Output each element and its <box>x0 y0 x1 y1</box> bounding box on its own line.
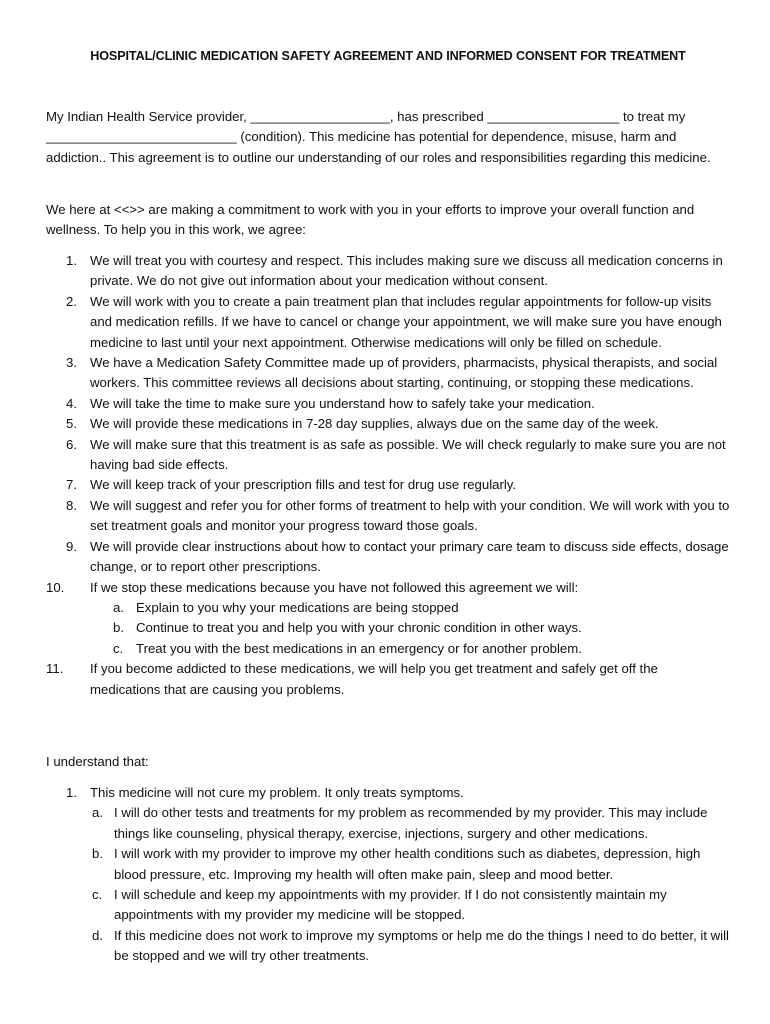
item-text: This medicine will not cure my problem. It only treats symptoms. <box>90 785 464 800</box>
understand-list <box>46 783 730 967</box>
agreement-item <box>46 659 730 700</box>
sub-item-letter: c. <box>113 640 124 656</box>
document-title: HOSPITAL/CLINIC MEDICATION SAFETY AGREEMENT AND INFORMED CONSENT FOR TREATMENT <box>90 49 686 63</box>
sub-item-letter: d. <box>92 927 103 943</box>
sub-item-letter: a. <box>92 805 103 821</box>
sub-item-text: Treat you with the best medications in an emergency or for another problem. <box>136 640 582 656</box>
item-number: 5. <box>66 416 77 432</box>
item-number: 9. <box>66 538 77 554</box>
item-text: We will provide clear instructions about how to contact your primary care team to discuss side effects, dosage change, or to report other prescriptions. <box>90 538 729 575</box>
sub-item-text: I will work with my provider to improve my other health conditions such as diabetes, depression, high blood pressure, etc. Improving my health will often make pain, sleep and mood better. <box>114 846 701 882</box>
sub-item <box>46 803 730 844</box>
item-number: 8. <box>66 497 77 513</box>
agreement-item <box>46 394 730 414</box>
sub-item <box>46 926 730 967</box>
item-number: 4. <box>66 395 77 411</box>
sub-item-text: Continue to treat you and help you with your chronic condition in other ways. <box>136 620 582 636</box>
sub-item-letter: b. <box>92 846 103 862</box>
understand-item <box>46 783 730 967</box>
item-text: We will treat you with courtesy and respect. This includes making sure we discuss all medication concerns in private. We do not give out information about your medication without consent. <box>90 253 723 289</box>
commitment-paragraph: We here at <<>> are making a commitment to work with you in your efforts to improve your overall function and wellness. To help you in this work, we agree: <box>46 202 695 238</box>
understand-sublist <box>90 803 730 966</box>
agreement-item <box>46 475 730 495</box>
stop-sublist <box>90 598 730 659</box>
sub-item-letter: a. <box>113 599 124 615</box>
sub-item-text: I will do other tests and treatments for my problem as recommended by my provider. This may include things like counseling, physical therapy, exercise, injections, surgery and other medications. <box>114 805 708 841</box>
item-number: 3. <box>66 355 77 371</box>
item-number: 10. <box>46 579 65 595</box>
item-text: We will keep track of your prescription fills and test for drug use regularly. <box>90 477 517 493</box>
agreement-list <box>46 251 730 700</box>
agreement-item <box>46 292 730 353</box>
agreement-item <box>46 414 730 434</box>
item-text: We will take the time to make sure you understand how to safely take your medication. <box>90 395 595 411</box>
sub-item <box>46 844 730 885</box>
agreement-item <box>46 251 730 292</box>
item-text: We will provide these medications in 7-28 day supplies, always due on the same day of the week. <box>90 416 659 432</box>
understand-heading: I understand that: <box>46 754 149 769</box>
item-text: We will make sure that this treatment is as safe as possible. We will check regularly to make sure you are not having bad side effects. <box>90 436 726 473</box>
item-number: 2. <box>66 293 77 309</box>
item-text: If you become addicted to these medications, we will help you get treatment and safely get off the medications that are causing you problems. <box>90 661 658 697</box>
item-text: We will suggest and refer you for other forms of treatment to help with your condition. We will work with you to set treatment goals and monitor your progress toward those goals. <box>90 497 730 534</box>
sub-item <box>46 639 730 659</box>
sub-item-text: Explain to you why your medications are being stopped <box>136 599 459 615</box>
intro-paragraph: My Indian Health Service provider, ___________________, has prescribed __________________ to treat my __________________________ (condition). This medicine has potential for dependence, misuse, harm and addiction.. This agreement is to outline our understanding of our roles and responsibilities regarding this medicine. <box>46 109 711 165</box>
agreement-item <box>46 496 730 537</box>
item-number: 1. <box>66 253 77 268</box>
agreement-item <box>46 435 730 476</box>
item-text: If we stop these medications because you have not followed this agreement we will: <box>90 579 579 595</box>
sub-item-letter: b. <box>113 620 124 636</box>
agreement-item <box>46 353 730 394</box>
item-number: 6. <box>66 436 77 452</box>
sub-item <box>46 598 730 618</box>
item-text: We have a Medication Safety Committee made up of providers, pharmacists, physical therapists, and social workers. This committee reviews all decisions about starting, continuing, or stopping these medications. <box>90 355 718 391</box>
item-number: 1. <box>66 785 77 800</box>
sub-item-text: I will schedule and keep my appointments with my provider. If I do not consistently maintain my appointments with my provider my medicine will be stopped. <box>114 887 667 923</box>
item-number: 7. <box>66 477 77 493</box>
item-text: We will work with you to create a pain treatment plan that includes regular appointments for follow-up visits and medication refills. If we have to cancel or change your appointment, we will make sure you have enough medicine to last until your next appointment. Otherwise medications will only be filled on schedule. <box>90 293 722 350</box>
sub-item-text: If this medicine does not work to improve my symptoms or help me do the things I need to do better, it will be stopped and we will try other treatments. <box>114 927 729 964</box>
sub-item-letter: c. <box>92 887 103 903</box>
item-number: 11. <box>46 661 64 677</box>
agreement-item <box>46 537 730 578</box>
agreement-item <box>46 578 730 660</box>
sub-item <box>46 618 730 638</box>
sub-item <box>46 885 730 926</box>
